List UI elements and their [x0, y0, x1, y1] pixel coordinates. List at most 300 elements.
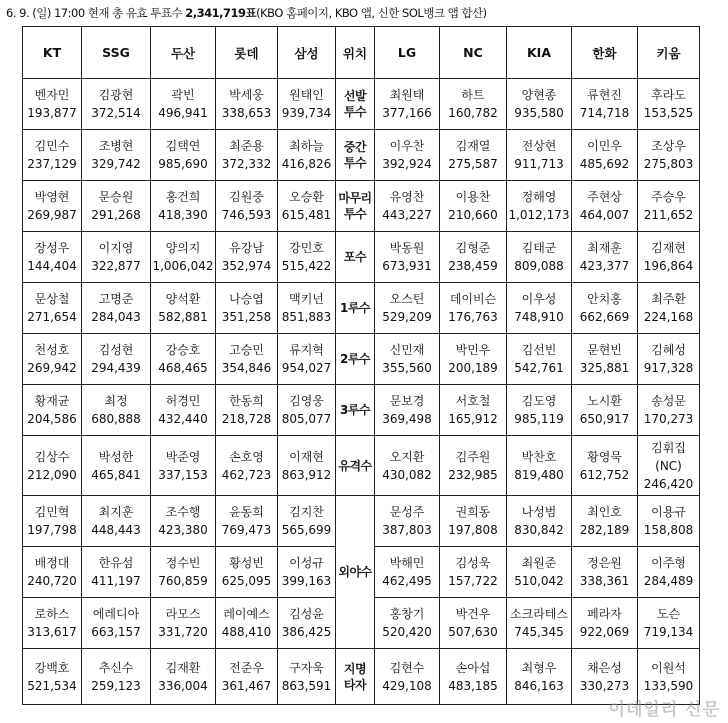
- player-cell: [23, 334, 82, 385]
- vote-count: 462,723: [221, 467, 272, 482]
- player-name: 박건우: [455, 607, 491, 621]
- player-cell: [638, 283, 700, 334]
- player-name: 박민우: [455, 343, 491, 357]
- player-cell: [23, 385, 82, 436]
- vote-count: 170,273: [643, 412, 694, 426]
- vote-count: 269,987: [27, 208, 77, 222]
- vote-count: 615,481: [281, 208, 332, 222]
- vote-count: 282,189: [579, 523, 630, 537]
- vote-count: 625,095: [221, 574, 272, 588]
- vote-count: 468,465: [158, 361, 208, 375]
- player-name: 고승민: [229, 343, 264, 357]
- player-name: 나승엽: [229, 292, 264, 306]
- player-cell: [507, 385, 572, 436]
- table-row: [23, 334, 700, 385]
- vote-count: 218,728: [221, 412, 272, 426]
- player-name: 김재환: [165, 660, 201, 675]
- player-cell: [375, 496, 440, 547]
- player-cell: [82, 79, 151, 130]
- player-name: 박해민: [389, 556, 425, 570]
- team-header: SSG: [82, 27, 151, 79]
- vote-count: 985,119: [514, 412, 564, 426]
- player-name: 노시환: [587, 394, 622, 408]
- vote-count: 650,917: [579, 412, 630, 426]
- player-cell: [375, 181, 440, 232]
- player-name: 문승원: [98, 190, 134, 204]
- vote-count: 329,742: [91, 157, 141, 171]
- player-name: 오승환: [289, 190, 324, 204]
- player-cell: [278, 385, 336, 436]
- vote-count: 863,591: [281, 678, 332, 693]
- player-cell: [375, 436, 440, 496]
- vote-count: 331,720: [158, 625, 208, 639]
- player-cell: [278, 649, 336, 705]
- player-cell: [23, 496, 82, 547]
- vote-count: 483,185: [448, 678, 498, 693]
- player-name: 조병현: [98, 139, 134, 153]
- player-name: 최재훈: [587, 241, 622, 255]
- vote-count: 294,439: [91, 361, 141, 375]
- vote-count: 448,443: [91, 523, 141, 537]
- player-name: 채은성: [587, 660, 622, 675]
- player-name: 김태군: [521, 241, 557, 255]
- player-name: 최하늘: [289, 139, 324, 153]
- vote-count: 259,123: [91, 678, 141, 693]
- player-name: 허경민: [165, 394, 201, 408]
- player-cell: [23, 598, 82, 649]
- player-name: 김상수: [34, 449, 70, 464]
- player-cell: [216, 598, 278, 649]
- position-cell: 선발 투수: [336, 79, 375, 130]
- player-name: 김재현: [651, 241, 686, 255]
- player-name: 류지혁: [289, 343, 324, 357]
- player-name: 주승우: [651, 190, 686, 204]
- player-name: 한유섬: [98, 556, 134, 570]
- vote-count: 269,942: [27, 361, 77, 375]
- vote-count: 529,209: [382, 310, 432, 324]
- player-cell: [82, 436, 151, 496]
- table-row: [23, 283, 700, 334]
- player-name: 레이예스: [223, 607, 270, 621]
- total-votes: 2,341,719표: [185, 6, 257, 20]
- vote-count: 423,377: [579, 259, 630, 273]
- player-name: 이원석: [651, 660, 686, 675]
- team-header: LG: [375, 27, 440, 79]
- player-cell: [572, 283, 638, 334]
- player-name: 손호영: [229, 449, 264, 464]
- vote-count: 196,864: [643, 259, 694, 273]
- vote-count: 238,459: [448, 259, 498, 273]
- position-cell: 중간 투수: [336, 130, 375, 181]
- player-name: 구자욱: [289, 660, 324, 675]
- vote-count: 336,004: [158, 678, 208, 693]
- vote-count: 153,525: [643, 106, 694, 120]
- player-cell: [572, 79, 638, 130]
- vote-count: 746,593: [221, 208, 272, 222]
- vote-count: 863,912: [281, 467, 332, 482]
- vote-count: 673,931: [382, 259, 432, 273]
- vote-count: 423,380: [158, 523, 208, 537]
- player-cell: [638, 436, 700, 496]
- vote-count: 386,425: [281, 625, 332, 639]
- player-cell: [440, 334, 507, 385]
- player-cell: [572, 547, 638, 598]
- position-cell: 외야수: [336, 496, 375, 649]
- player-name: 김도영: [521, 394, 557, 408]
- player-name: 김성욱: [455, 556, 491, 570]
- player-name: 데이비슨: [449, 292, 497, 306]
- vote-count: 507,630: [448, 625, 498, 639]
- player-cell: [23, 283, 82, 334]
- player-name: 최형우: [521, 660, 557, 675]
- vote-count: 443,227: [382, 208, 432, 222]
- player-name: 유강남: [229, 241, 264, 255]
- player-name: 박성한: [98, 449, 134, 464]
- player-cell: [278, 598, 336, 649]
- vote-count: 565,699: [281, 523, 332, 537]
- vote-count: 432,440: [158, 412, 208, 426]
- vote-count: 224,168: [643, 310, 694, 324]
- vote-count: 521,534: [27, 678, 77, 693]
- player-cell: [375, 385, 440, 436]
- player-name: 김택연: [165, 139, 201, 153]
- player-name: 원태인: [289, 88, 324, 102]
- player-name: 김재열: [455, 139, 491, 153]
- player-cell: [151, 181, 216, 232]
- player-name: 에레디아: [92, 607, 140, 621]
- vote-count: 144,404: [27, 259, 77, 273]
- vote-count: 954,027: [281, 361, 332, 375]
- vote-count: 338,653: [221, 106, 272, 120]
- player-cell: [638, 598, 700, 649]
- player-name: 박영현: [34, 190, 70, 204]
- player-cell: [440, 649, 507, 705]
- vote-count: 355,560: [382, 361, 432, 375]
- vote-count: 416,826: [281, 157, 332, 171]
- player-cell: [82, 232, 151, 283]
- player-cell: [278, 283, 336, 334]
- player-name: 이용규: [651, 505, 686, 519]
- player-cell: [23, 232, 82, 283]
- vote-count: 462,495: [382, 574, 432, 588]
- player-name: 문보경: [389, 394, 425, 408]
- player-cell: [440, 496, 507, 547]
- vote-count: 465,841: [91, 467, 141, 482]
- vote-count: 663,157: [91, 625, 141, 639]
- vote-count: 372,514: [91, 106, 141, 120]
- vote-count: 284,489: [643, 574, 694, 588]
- player-cell: [151, 385, 216, 436]
- player-cell: [572, 334, 638, 385]
- vote-count: 193,877: [27, 106, 77, 120]
- player-cell: [375, 283, 440, 334]
- player-cell: [278, 436, 336, 496]
- vote-count: 354,846: [221, 361, 272, 375]
- player-name: 추신수: [98, 660, 134, 675]
- player-cell: [82, 385, 151, 436]
- player-name: 김지찬: [289, 505, 324, 519]
- vote-count: 851,883: [281, 310, 332, 324]
- player-name: 장성우: [34, 241, 70, 255]
- vote-count: 197,808: [448, 523, 498, 537]
- player-name: 최주환: [651, 292, 686, 306]
- player-cell: [151, 232, 216, 283]
- vote-count: 322,877: [91, 259, 141, 273]
- player-name: 양의지: [165, 241, 201, 255]
- player-cell: [151, 496, 216, 547]
- vote-count: 582,881: [158, 310, 208, 324]
- player-name: 신민재: [389, 343, 425, 357]
- vote-count: 240,720: [27, 574, 77, 588]
- player-name: 로하스: [34, 607, 70, 621]
- caption-source: (KBO 홈페이지, KBO 앱, 신한 SOL뱅크 앱 합산): [256, 6, 487, 20]
- player-cell: [440, 79, 507, 130]
- vote-count: 985,690: [158, 157, 208, 171]
- player-name: 손아섭: [455, 660, 491, 675]
- player-cell: [440, 130, 507, 181]
- player-cell: [216, 283, 278, 334]
- player-cell: [440, 547, 507, 598]
- player-cell: [572, 436, 638, 496]
- player-name: 후라도: [651, 88, 686, 102]
- vote-table-body: [23, 79, 700, 705]
- vote-count: 542,761: [514, 361, 564, 375]
- player-name: 황성빈: [229, 556, 264, 570]
- vote-count: 418,390: [158, 208, 208, 222]
- vote-count: 157,722: [448, 574, 498, 588]
- table-row: [23, 436, 700, 496]
- vote-count: 488,410: [221, 625, 272, 639]
- player-cell: [638, 130, 700, 181]
- player-cell: [507, 598, 572, 649]
- vote-count: 612,752: [579, 467, 630, 482]
- player-cell: [216, 385, 278, 436]
- position-cell: 유격수: [336, 436, 375, 496]
- player-cell: [638, 181, 700, 232]
- player-name: 김주원: [455, 449, 491, 464]
- position-cell: 마무리 투수: [336, 181, 375, 232]
- table-row: [23, 385, 700, 436]
- vote-count: 745,345: [514, 625, 564, 639]
- player-name: 김원중: [229, 190, 264, 204]
- vote-count: 372,332: [221, 157, 272, 171]
- vote-count: 204,586: [27, 412, 77, 426]
- player-name: 송성문: [651, 394, 686, 408]
- player-name: 안치홍: [587, 292, 622, 306]
- player-cell: [23, 181, 82, 232]
- team-header: NC: [440, 27, 507, 79]
- vote-count: 212,090: [27, 467, 77, 482]
- vote-count: 176,763: [448, 310, 498, 324]
- player-name: 라모스: [165, 607, 201, 621]
- vote-count: 805,077: [281, 412, 332, 426]
- player-cell: [82, 598, 151, 649]
- vote-count: 369,498: [382, 412, 432, 426]
- player-name: 박준영: [165, 449, 201, 464]
- vote-count: 1,006,042: [152, 259, 214, 273]
- table-row: [23, 649, 700, 705]
- player-name: 도슨: [656, 607, 681, 621]
- player-cell: [440, 283, 507, 334]
- player-cell: [82, 181, 151, 232]
- player-cell: [572, 181, 638, 232]
- player-name: 유영찬: [389, 190, 425, 204]
- player-cell: [572, 130, 638, 181]
- player-cell: [82, 130, 151, 181]
- caption-prefix: 6. 9. (일) 17:00 현재 총 유효 투표수: [6, 6, 186, 20]
- player-name: 강승호: [165, 343, 201, 357]
- player-cell: [638, 79, 700, 130]
- player-cell: [151, 598, 216, 649]
- vote-count: 935,580: [514, 106, 564, 120]
- vote-count: 748,910: [514, 310, 564, 324]
- player-cell: [23, 547, 82, 598]
- player-name: 김광현: [98, 88, 134, 102]
- player-cell: [375, 334, 440, 385]
- player-cell: [23, 436, 82, 496]
- player-name: 최인호: [587, 505, 622, 519]
- player-cell: [375, 79, 440, 130]
- player-name: 이우성: [521, 292, 557, 306]
- player-cell: [23, 79, 82, 130]
- player-name: 김휘집 (NC): [651, 440, 686, 473]
- player-name: 서호철: [455, 394, 491, 408]
- player-name: 전상현: [521, 139, 557, 153]
- player-cell: [216, 547, 278, 598]
- player-name: 김민혁: [34, 505, 70, 519]
- player-name: 하트: [461, 88, 485, 102]
- vote-count: 377,166: [382, 106, 432, 120]
- player-cell: [23, 649, 82, 705]
- player-cell: [507, 496, 572, 547]
- team-header: KT: [23, 27, 82, 79]
- player-name: 양석환: [165, 292, 201, 306]
- position-cell: 1루수: [336, 283, 375, 334]
- player-cell: [572, 598, 638, 649]
- vote-count: 246,420: [643, 476, 694, 491]
- vote-count: 337,153: [158, 467, 208, 482]
- position-cell: 3루수: [336, 385, 375, 436]
- vote-count: 275,587: [448, 157, 498, 171]
- player-cell: [82, 334, 151, 385]
- player-name: 강민호: [289, 241, 324, 255]
- player-cell: [375, 232, 440, 283]
- player-name: 한동희: [229, 394, 264, 408]
- player-name: 홍창기: [389, 607, 425, 621]
- player-cell: [638, 232, 700, 283]
- position-cell: 2루수: [336, 334, 375, 385]
- vote-count: 922,069: [579, 625, 630, 639]
- player-name: 배정대: [34, 556, 70, 570]
- player-cell: [278, 496, 336, 547]
- player-cell: [151, 283, 216, 334]
- player-cell: [572, 232, 638, 283]
- player-name: 박찬호: [521, 449, 557, 464]
- vote-summary-caption: [6, 5, 487, 21]
- player-name: 황재균: [34, 394, 70, 408]
- player-cell: [151, 547, 216, 598]
- player-cell: [216, 181, 278, 232]
- player-cell: [507, 130, 572, 181]
- player-cell: [638, 334, 700, 385]
- table-row: [23, 130, 700, 181]
- player-name: 최원태: [389, 88, 425, 102]
- player-cell: [151, 130, 216, 181]
- vote-count: 330,273: [579, 678, 630, 693]
- vote-count: 325,881: [579, 361, 630, 375]
- vote-count: 520,420: [382, 625, 432, 639]
- vote-count: 271,654: [27, 310, 77, 324]
- vote-count: 133,590: [643, 678, 694, 693]
- team-header: 롯데: [216, 27, 278, 79]
- player-cell: [151, 79, 216, 130]
- table-row: [23, 79, 700, 130]
- player-cell: [82, 283, 151, 334]
- player-cell: [638, 496, 700, 547]
- player-cell: [278, 79, 336, 130]
- player-cell: [151, 649, 216, 705]
- player-name: 문상철: [34, 292, 70, 306]
- player-name: 김성윤: [289, 607, 324, 621]
- player-cell: [278, 232, 336, 283]
- player-name: 천성호: [34, 343, 70, 357]
- player-cell: [507, 181, 572, 232]
- vote-count: 680,888: [91, 412, 141, 426]
- vote-count: 769,473: [221, 523, 272, 537]
- vote-count: 232,985: [448, 467, 498, 482]
- vote-count: 510,042: [514, 574, 564, 588]
- vote-count: 197,798: [27, 523, 77, 537]
- player-cell: [216, 79, 278, 130]
- player-name: 박세웅: [229, 88, 264, 102]
- player-cell: [507, 334, 572, 385]
- player-name: 문성주: [389, 505, 425, 519]
- position-cell: 포수: [336, 232, 375, 283]
- vote-count: 200,189: [448, 361, 498, 375]
- table-row: [23, 232, 700, 283]
- table-row: [23, 496, 700, 547]
- player-cell: [440, 385, 507, 436]
- player-cell: [23, 130, 82, 181]
- vote-count: 911,713: [514, 157, 564, 171]
- vote-count: 158,808: [643, 523, 694, 537]
- vote-count: 275,803: [643, 157, 694, 171]
- vote-count: 430,082: [382, 467, 432, 482]
- player-name: 이민우: [587, 139, 622, 153]
- vote-count: 830,842: [514, 523, 564, 537]
- player-name: 권희동: [455, 505, 491, 519]
- team-header: 삼성: [278, 27, 336, 79]
- player-name: 최준용: [229, 139, 264, 153]
- player-name: 양현종: [521, 88, 557, 102]
- player-cell: [507, 283, 572, 334]
- player-name: 김영웅: [289, 394, 324, 408]
- position-cell: 지명 타자: [336, 649, 375, 705]
- player-cell: [638, 547, 700, 598]
- vote-count: 387,803: [382, 523, 432, 537]
- vote-count: 411,197: [91, 574, 141, 588]
- player-name: 조상우: [651, 139, 686, 153]
- player-name: 김혜성: [651, 343, 686, 357]
- vote-count: 361,467: [221, 678, 272, 693]
- vote-count: 165,912: [448, 412, 498, 426]
- player-name: 고명준: [98, 292, 134, 306]
- player-cell: [507, 232, 572, 283]
- watermark-logo: 이데일리 신문: [608, 700, 720, 720]
- player-cell: [216, 436, 278, 496]
- player-name: 류현진: [587, 88, 622, 102]
- player-name: 이주형: [651, 556, 686, 570]
